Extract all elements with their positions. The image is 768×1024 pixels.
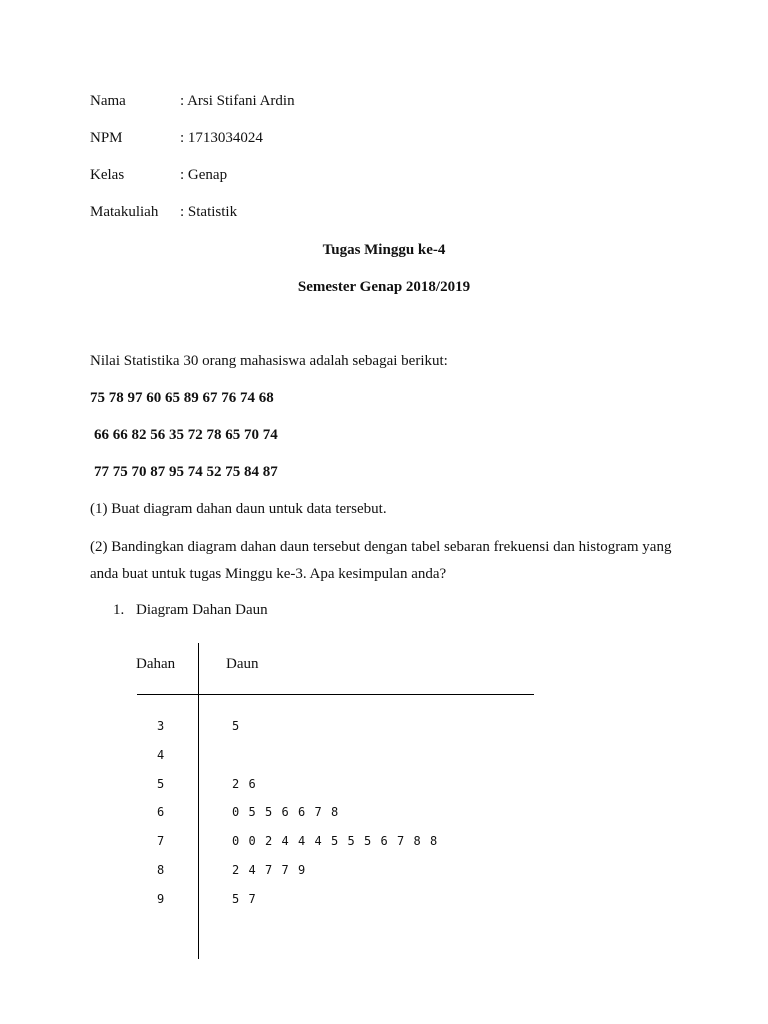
- leaf-digit: 8: [430, 834, 438, 848]
- section-title: Diagram Dahan Daun: [136, 602, 268, 618]
- leaf-digit: 4: [281, 834, 289, 848]
- stem-value: 9: [157, 892, 165, 906]
- section-number: 1.: [113, 602, 125, 618]
- leaf-header: Daun: [226, 656, 259, 672]
- leaf-digit: 7: [248, 892, 256, 906]
- stem-header: Dahan: [136, 656, 176, 672]
- leaf-digit: 7: [397, 834, 405, 848]
- leaf-digit: 0: [248, 834, 256, 848]
- document-subtitle: Semester Genap 2018/2019: [297, 279, 471, 295]
- stem-divider-line: [198, 643, 199, 959]
- leaf-digit: 7: [265, 863, 273, 877]
- leaf-values: [232, 719, 249, 733]
- npm-value: : 1713034024: [180, 130, 263, 146]
- npm-label: NPM: [90, 130, 123, 146]
- class-label: Kelas: [90, 167, 125, 183]
- task-2-line-2: anda buat untuk tugas Minggu ke-3. Apa kesimpulan anda?: [90, 566, 447, 582]
- leaf-digit: 5: [232, 719, 240, 733]
- data-row-3: 77 75 70 87 95 74 52 75 84 87: [94, 464, 278, 480]
- leaf-digit: 7: [281, 863, 289, 877]
- leaf-digit: 5: [331, 834, 339, 848]
- leaf-digit: 5: [265, 805, 273, 819]
- leaf-digit: 5: [347, 834, 355, 848]
- leaf-values: [232, 777, 265, 791]
- stem-value: 7: [157, 834, 165, 848]
- leaf-digit: 4: [248, 863, 256, 877]
- leaf-digit: 6: [281, 805, 289, 819]
- class-value: : Genap: [180, 167, 228, 183]
- data-row-1: 75 78 97 60 65 89 67 76 74 68: [90, 390, 274, 406]
- intro-text: Nilai Statistika 30 orang mahasiswa adalah sebagai berikut:: [90, 353, 448, 369]
- leaf-digit: 5: [232, 892, 240, 906]
- data-row-2: 66 66 82 56 35 72 78 65 70 74: [94, 427, 278, 443]
- leaf-digit: 2: [265, 834, 273, 848]
- leaf-values: [232, 834, 447, 848]
- leaf-digit: 8: [331, 805, 339, 819]
- leaf-digit: 8: [413, 834, 421, 848]
- leaf-digit: 6: [298, 805, 306, 819]
- stem-value: 6: [157, 805, 165, 819]
- leaf-digit: 4: [298, 834, 306, 848]
- task-2-line-1: (2) Bandingkan diagram dahan daun tersebut dengan tabel sebaran frekuensi dan histogram yang: [90, 539, 672, 555]
- leaf-digit: 4: [314, 834, 322, 848]
- course-label: Matakuliah: [90, 204, 159, 220]
- leaf-digit: 0: [232, 834, 240, 848]
- leaf-digit: 2: [232, 863, 240, 877]
- name-label: Nama: [90, 93, 126, 109]
- stem-value: 5: [157, 777, 165, 791]
- leaf-values: [232, 892, 265, 906]
- stem-value: 3: [157, 719, 165, 733]
- leaf-digit: 6: [248, 777, 256, 791]
- leaf-digit: 0: [232, 805, 240, 819]
- leaf-digit: 6: [380, 834, 388, 848]
- course-value: : Statistik: [180, 204, 238, 220]
- leaf-digit: 2: [232, 777, 240, 791]
- leaf-digit: 9: [298, 863, 306, 877]
- name-value: : Arsi Stifani Ardin: [180, 93, 295, 109]
- leaf-values: [232, 863, 315, 877]
- stem-value: 4: [157, 748, 165, 762]
- stem-value: 8: [157, 863, 165, 877]
- document-title: Tugas Minggu ke-4: [322, 242, 446, 258]
- leaf-digit: 7: [314, 805, 322, 819]
- leaf-values: [232, 805, 348, 819]
- header-divider-line: [137, 694, 534, 695]
- task-1: (1) Buat diagram dahan daun untuk data tersebut.: [90, 501, 387, 517]
- leaf-digit: 5: [248, 805, 256, 819]
- leaf-digit: 5: [364, 834, 372, 848]
